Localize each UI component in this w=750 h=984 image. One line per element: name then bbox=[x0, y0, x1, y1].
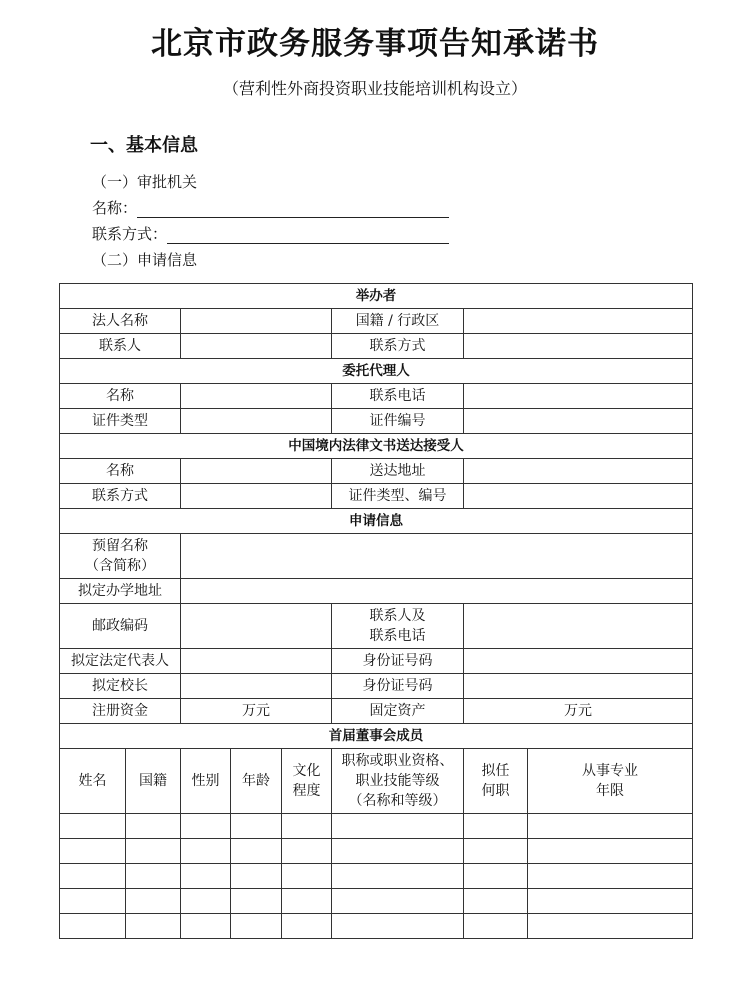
col-name: 姓名 bbox=[60, 749, 126, 814]
col-position-line1: 拟任 bbox=[481, 763, 510, 779]
col-years-line2: 年限 bbox=[596, 783, 624, 799]
recipient-header: 中国境内法律文书送达接受人 bbox=[60, 434, 693, 459]
cell[interactable] bbox=[282, 814, 332, 839]
legal-rep-id-field[interactable] bbox=[464, 649, 693, 674]
postal-code-label: 邮政编码 bbox=[60, 604, 181, 649]
application-info-header: 申请信息 bbox=[60, 509, 693, 534]
capital-unit: 万元 bbox=[242, 703, 270, 719]
col-title bbox=[332, 749, 464, 814]
cell[interactable] bbox=[332, 914, 464, 939]
cell[interactable] bbox=[231, 814, 282, 839]
col-position-line2: 何职 bbox=[481, 783, 510, 799]
col-position bbox=[464, 749, 528, 814]
assets-unit: 万元 bbox=[564, 703, 592, 719]
contact-person-field[interactable] bbox=[181, 334, 332, 359]
principal-id-field[interactable] bbox=[464, 674, 693, 699]
approval-name-row bbox=[92, 197, 449, 218]
nationality-field[interactable] bbox=[464, 309, 693, 334]
registered-capital-field[interactable] bbox=[181, 699, 332, 724]
cell[interactable] bbox=[528, 864, 693, 889]
agent-phone-field[interactable] bbox=[464, 384, 693, 409]
legal-rep-field[interactable] bbox=[181, 649, 332, 674]
cell[interactable] bbox=[282, 914, 332, 939]
principal-field[interactable] bbox=[181, 674, 332, 699]
cell[interactable] bbox=[126, 839, 181, 864]
principal-label: 拟定校长 bbox=[60, 674, 181, 699]
col-title-line2: 职业技能等级 bbox=[355, 773, 440, 789]
recipient-id-label: 证件类型、编号 bbox=[332, 484, 464, 509]
page-title: 北京市政务服务事项告知承诺书 bbox=[151, 26, 599, 62]
cell[interactable] bbox=[181, 889, 231, 914]
cell[interactable] bbox=[282, 889, 332, 914]
recipient-contact-label: 联系方式 bbox=[60, 484, 181, 509]
recipient-contact-field[interactable] bbox=[181, 484, 332, 509]
application-heading: （二）申请信息 bbox=[92, 251, 198, 269]
approval-contact-field[interactable] bbox=[167, 227, 449, 244]
delivery-address-field[interactable] bbox=[464, 459, 693, 484]
cell[interactable] bbox=[528, 889, 693, 914]
col-education-line2: 程度 bbox=[292, 783, 321, 799]
col-gender: 性别 bbox=[181, 749, 231, 814]
approval-contact-label: 联系方式： bbox=[92, 225, 168, 243]
cell[interactable] bbox=[464, 914, 528, 939]
legal-rep-label: 拟定法定代表人 bbox=[60, 649, 181, 674]
legal-name-label: 法人名称 bbox=[60, 309, 181, 334]
col-title-line3: （名称和等级） bbox=[348, 793, 447, 809]
board-row bbox=[60, 814, 693, 839]
cell[interactable] bbox=[464, 814, 528, 839]
reserved-name-label bbox=[60, 534, 181, 579]
cell[interactable] bbox=[60, 864, 126, 889]
agent-id-number-field[interactable] bbox=[464, 409, 693, 434]
cell[interactable] bbox=[231, 839, 282, 864]
application-form-table bbox=[59, 283, 693, 939]
approval-contact-row bbox=[92, 223, 449, 244]
postal-code-field[interactable] bbox=[181, 604, 332, 649]
legal-name-field[interactable] bbox=[181, 309, 332, 334]
organizer-header: 举办者 bbox=[60, 284, 693, 309]
reserved-name-line2: （含简称） bbox=[85, 558, 155, 574]
cell[interactable] bbox=[332, 889, 464, 914]
col-years-line1: 从事专业 bbox=[582, 763, 638, 779]
cell[interactable] bbox=[60, 889, 126, 914]
agent-id-type-field[interactable] bbox=[181, 409, 332, 434]
cell[interactable] bbox=[282, 839, 332, 864]
board-row bbox=[60, 914, 693, 939]
proposed-address-label: 拟定办学地址 bbox=[60, 579, 181, 604]
contact-method-label: 联系方式 bbox=[332, 334, 464, 359]
cell[interactable] bbox=[282, 864, 332, 889]
proposed-address-field[interactable] bbox=[181, 579, 693, 604]
board-row bbox=[60, 889, 693, 914]
contact-person-phone-line2: 联系电话 bbox=[369, 628, 426, 644]
board-row bbox=[60, 864, 693, 889]
fixed-assets-label: 固定资产 bbox=[332, 699, 464, 724]
section-basic-info: 一、基本信息 bbox=[90, 135, 198, 156]
cell[interactable] bbox=[126, 914, 181, 939]
cell[interactable] bbox=[126, 814, 181, 839]
agent-name-label: 名称 bbox=[60, 384, 181, 409]
cell[interactable] bbox=[60, 914, 126, 939]
col-education-line1: 文化 bbox=[292, 763, 321, 779]
delivery-address-label: 送达地址 bbox=[332, 459, 464, 484]
cell[interactable] bbox=[231, 864, 282, 889]
registered-capital-label: 注册资金 bbox=[60, 699, 181, 724]
principal-id-label: 身份证号码 bbox=[332, 674, 464, 699]
cell[interactable] bbox=[181, 839, 231, 864]
contact-person-label: 联系人 bbox=[60, 334, 181, 359]
recipient-name-label: 名称 bbox=[60, 459, 181, 484]
board-members-header: 首届董事会成员 bbox=[60, 724, 693, 749]
page-subtitle: （营利性外商投资职业技能培训机构设立） bbox=[222, 79, 527, 98]
board-row bbox=[60, 839, 693, 864]
fixed-assets-field[interactable] bbox=[464, 699, 693, 724]
col-nationality: 国籍 bbox=[126, 749, 181, 814]
agent-id-type-label: 证件类型 bbox=[60, 409, 181, 434]
nationality-label: 国籍 / 行政区 bbox=[332, 309, 464, 334]
cell[interactable] bbox=[181, 914, 231, 939]
col-years bbox=[528, 749, 693, 814]
approval-name-field[interactable] bbox=[137, 201, 449, 218]
cell[interactable] bbox=[126, 864, 181, 889]
reserved-name-field[interactable] bbox=[181, 534, 693, 579]
cell[interactable] bbox=[332, 814, 464, 839]
reserved-name-line1: 预留名称 bbox=[92, 538, 148, 554]
contact-person-phone-line1: 联系人及 bbox=[369, 608, 426, 624]
cell[interactable] bbox=[181, 814, 231, 839]
cell[interactable] bbox=[332, 839, 464, 864]
contact-person-phone-label bbox=[332, 604, 464, 649]
cell[interactable] bbox=[231, 914, 282, 939]
col-education bbox=[282, 749, 332, 814]
agent-header: 委托代理人 bbox=[60, 359, 693, 384]
cell[interactable] bbox=[181, 864, 231, 889]
agent-id-number-label: 证件编号 bbox=[332, 409, 464, 434]
contact-person-phone-field[interactable] bbox=[464, 604, 693, 649]
cell[interactable] bbox=[528, 814, 693, 839]
agent-name-field[interactable] bbox=[181, 384, 332, 409]
cell[interactable] bbox=[528, 914, 693, 939]
agent-phone-label: 联系电话 bbox=[332, 384, 464, 409]
cell[interactable] bbox=[464, 864, 528, 889]
cell[interactable] bbox=[126, 889, 181, 914]
approval-name-label: 名称： bbox=[92, 199, 138, 217]
cell[interactable] bbox=[464, 889, 528, 914]
cell[interactable] bbox=[60, 839, 126, 864]
approval-heading: （一）审批机关 bbox=[92, 173, 198, 191]
recipient-id-field[interactable] bbox=[464, 484, 693, 509]
cell[interactable] bbox=[231, 889, 282, 914]
col-age: 年龄 bbox=[231, 749, 282, 814]
recipient-name-field[interactable] bbox=[181, 459, 332, 484]
cell[interactable] bbox=[528, 839, 693, 864]
cell[interactable] bbox=[60, 814, 126, 839]
col-title-line1: 职称或职业资格、 bbox=[341, 753, 454, 769]
contact-method-field[interactable] bbox=[464, 334, 693, 359]
cell[interactable] bbox=[332, 864, 464, 889]
legal-rep-id-label: 身份证号码 bbox=[332, 649, 464, 674]
cell[interactable] bbox=[464, 839, 528, 864]
